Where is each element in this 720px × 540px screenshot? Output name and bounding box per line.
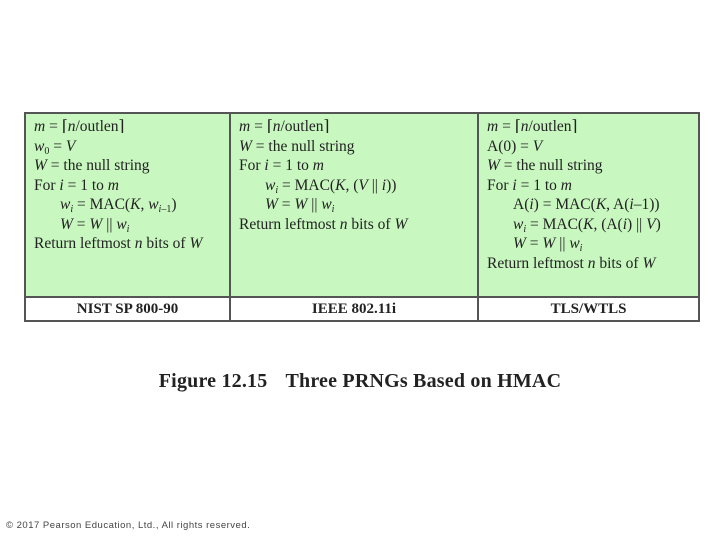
tls-line-6: $w_i = MAC(K$, (A(i) || V) [513, 215, 661, 235]
ieee-line-2: W = the null string [239, 137, 355, 155]
nist-line-4: For i = 1 to m [34, 176, 119, 194]
tls-line-5: A(i) = MAC(K, A(i–1)) [513, 196, 660, 213]
nist-line-1: m = ⌈n/outlen⌉ [34, 118, 125, 135]
ieee-line-1: m = ⌈n/outlen⌉ [239, 118, 330, 135]
nist-line-6: W = W || $w_i$ [60, 215, 130, 235]
tls-line-8: Return leftmost n bits of W [487, 254, 656, 272]
ieee-line-3: For i = 1 to m [239, 157, 324, 174]
figure-caption [0, 370, 720, 393]
nist-line-5: $w_i = MAC(K$, $w_{i-1}$) [60, 196, 177, 215]
tls-line-1: m = ⌈n/outlen⌉ [487, 118, 578, 135]
ieee-line-6: Return leftmost n bits of W [239, 215, 408, 233]
prng-comparison-table [24, 112, 700, 322]
figure-title: Three PRNGs Based on HMAC [285, 370, 562, 392]
ieee-line-4: $w_i = MAC(K$, (V || i)) [265, 176, 397, 196]
tls-line-4: For i = 1 to m [487, 176, 572, 194]
tls-line-3: W = the null string [487, 157, 603, 174]
ieee-label: IEEE 802.11i [231, 298, 477, 320]
copyright-footer: © 2017 Pearson Education, Ltd., All rights reserved. [6, 520, 251, 531]
tls-line-2: A(0) = V [487, 137, 543, 155]
tls-label: TLS/WTLS [479, 298, 698, 320]
nist-line-7: Return leftmost n bits of W [34, 235, 203, 252]
nist-line-3: W = the null string [34, 157, 150, 174]
ieee-line-5: W = W || $w_i$ [265, 196, 335, 215]
tls-line-7: W = W || $w_i$ [513, 235, 583, 254]
ieee-algorithm-cell [231, 114, 477, 296]
nist-line-2: $w_0 = V$ [34, 137, 76, 157]
nist-label: NIST SP 800-90 [26, 298, 229, 320]
nist-algorithm-cell [26, 114, 229, 296]
tls-algorithm-cell [479, 114, 698, 296]
figure-number: Figure 12.15 [158, 370, 268, 392]
